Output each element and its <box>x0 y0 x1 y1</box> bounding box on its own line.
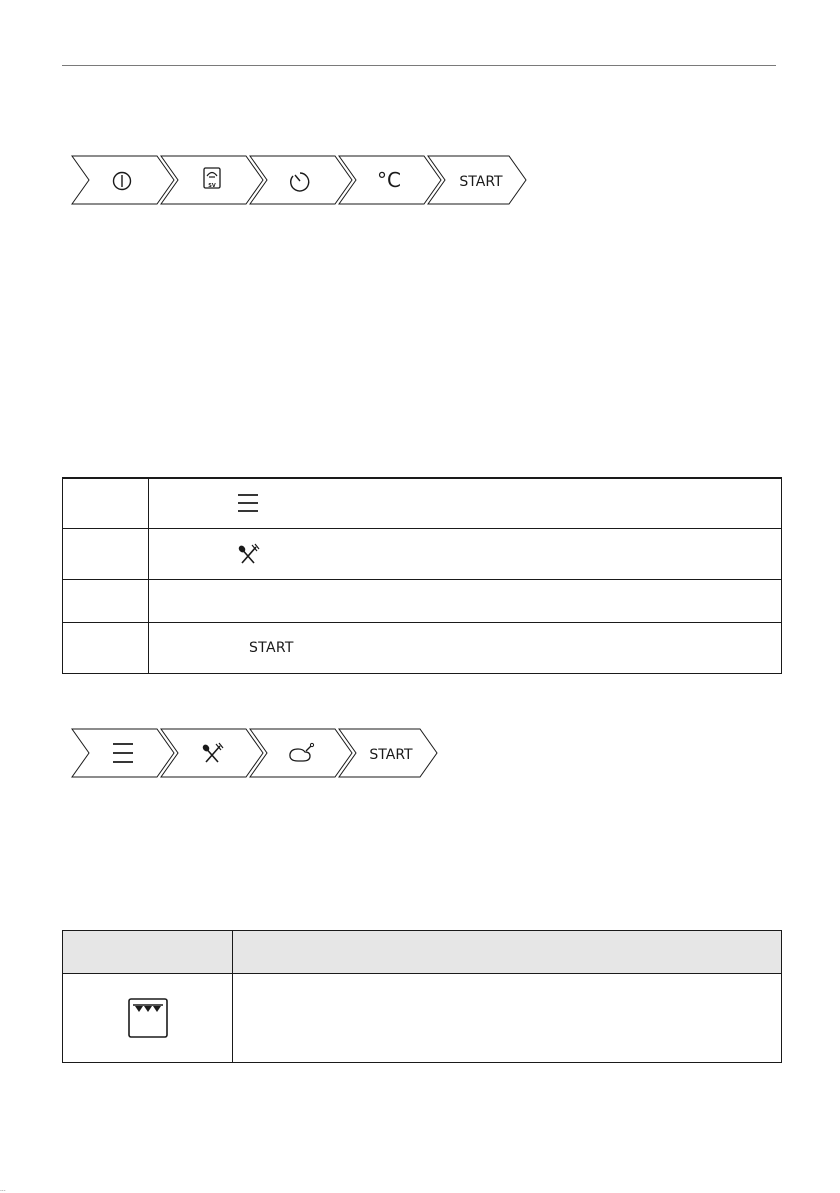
chevron-timer-step[interactable] <box>250 156 352 204</box>
start-label: START <box>459 174 503 190</box>
chevron-start-step[interactable] <box>339 729 437 777</box>
heating-icon-cell <box>63 974 233 1063</box>
table-row <box>63 974 782 1063</box>
chevron-row-1 <box>0 140 840 400</box>
chevron-power-step[interactable] <box>72 156 174 204</box>
table-header-cell <box>63 931 233 974</box>
step-description-cell <box>149 579 782 622</box>
step-number-cell <box>63 528 149 579</box>
oven-top-heat-icon <box>127 997 169 1039</box>
temperature-icon: °C <box>377 168 401 192</box>
step-description-cell <box>149 528 782 579</box>
table-row <box>63 478 782 528</box>
table-header-row <box>63 931 782 974</box>
menu-icon <box>235 492 261 514</box>
step-number-cell <box>63 478 149 528</box>
chevron-cutlery-step[interactable] <box>161 729 263 777</box>
chevron-roast-step[interactable] <box>250 729 352 777</box>
heating-description-cell <box>233 974 782 1063</box>
chevron-row-2 <box>0 713 840 793</box>
steps-table <box>62 477 782 674</box>
steam-sub-label: SV <box>208 183 216 189</box>
heating-info-table <box>62 930 782 1063</box>
start-label: START <box>369 747 413 763</box>
step-description-cell <box>149 478 782 528</box>
step-number-cell <box>63 622 149 673</box>
top-rule <box>62 65 776 66</box>
table-row <box>63 622 782 673</box>
chevron-menu-step[interactable] <box>72 729 174 777</box>
table-row <box>63 528 782 579</box>
footer-text: ... <box>0 1186 6 1193</box>
step-description-cell <box>149 622 782 673</box>
chevron-temperature-step[interactable] <box>339 156 441 204</box>
step-number-cell <box>63 579 149 622</box>
cutlery-icon <box>235 543 261 565</box>
chevron-start-step[interactable] <box>428 156 526 204</box>
start-label: START <box>249 639 294 656</box>
table-row <box>63 579 782 622</box>
table-header-cell <box>233 931 782 974</box>
chevron-steam-step[interactable] <box>161 156 263 204</box>
